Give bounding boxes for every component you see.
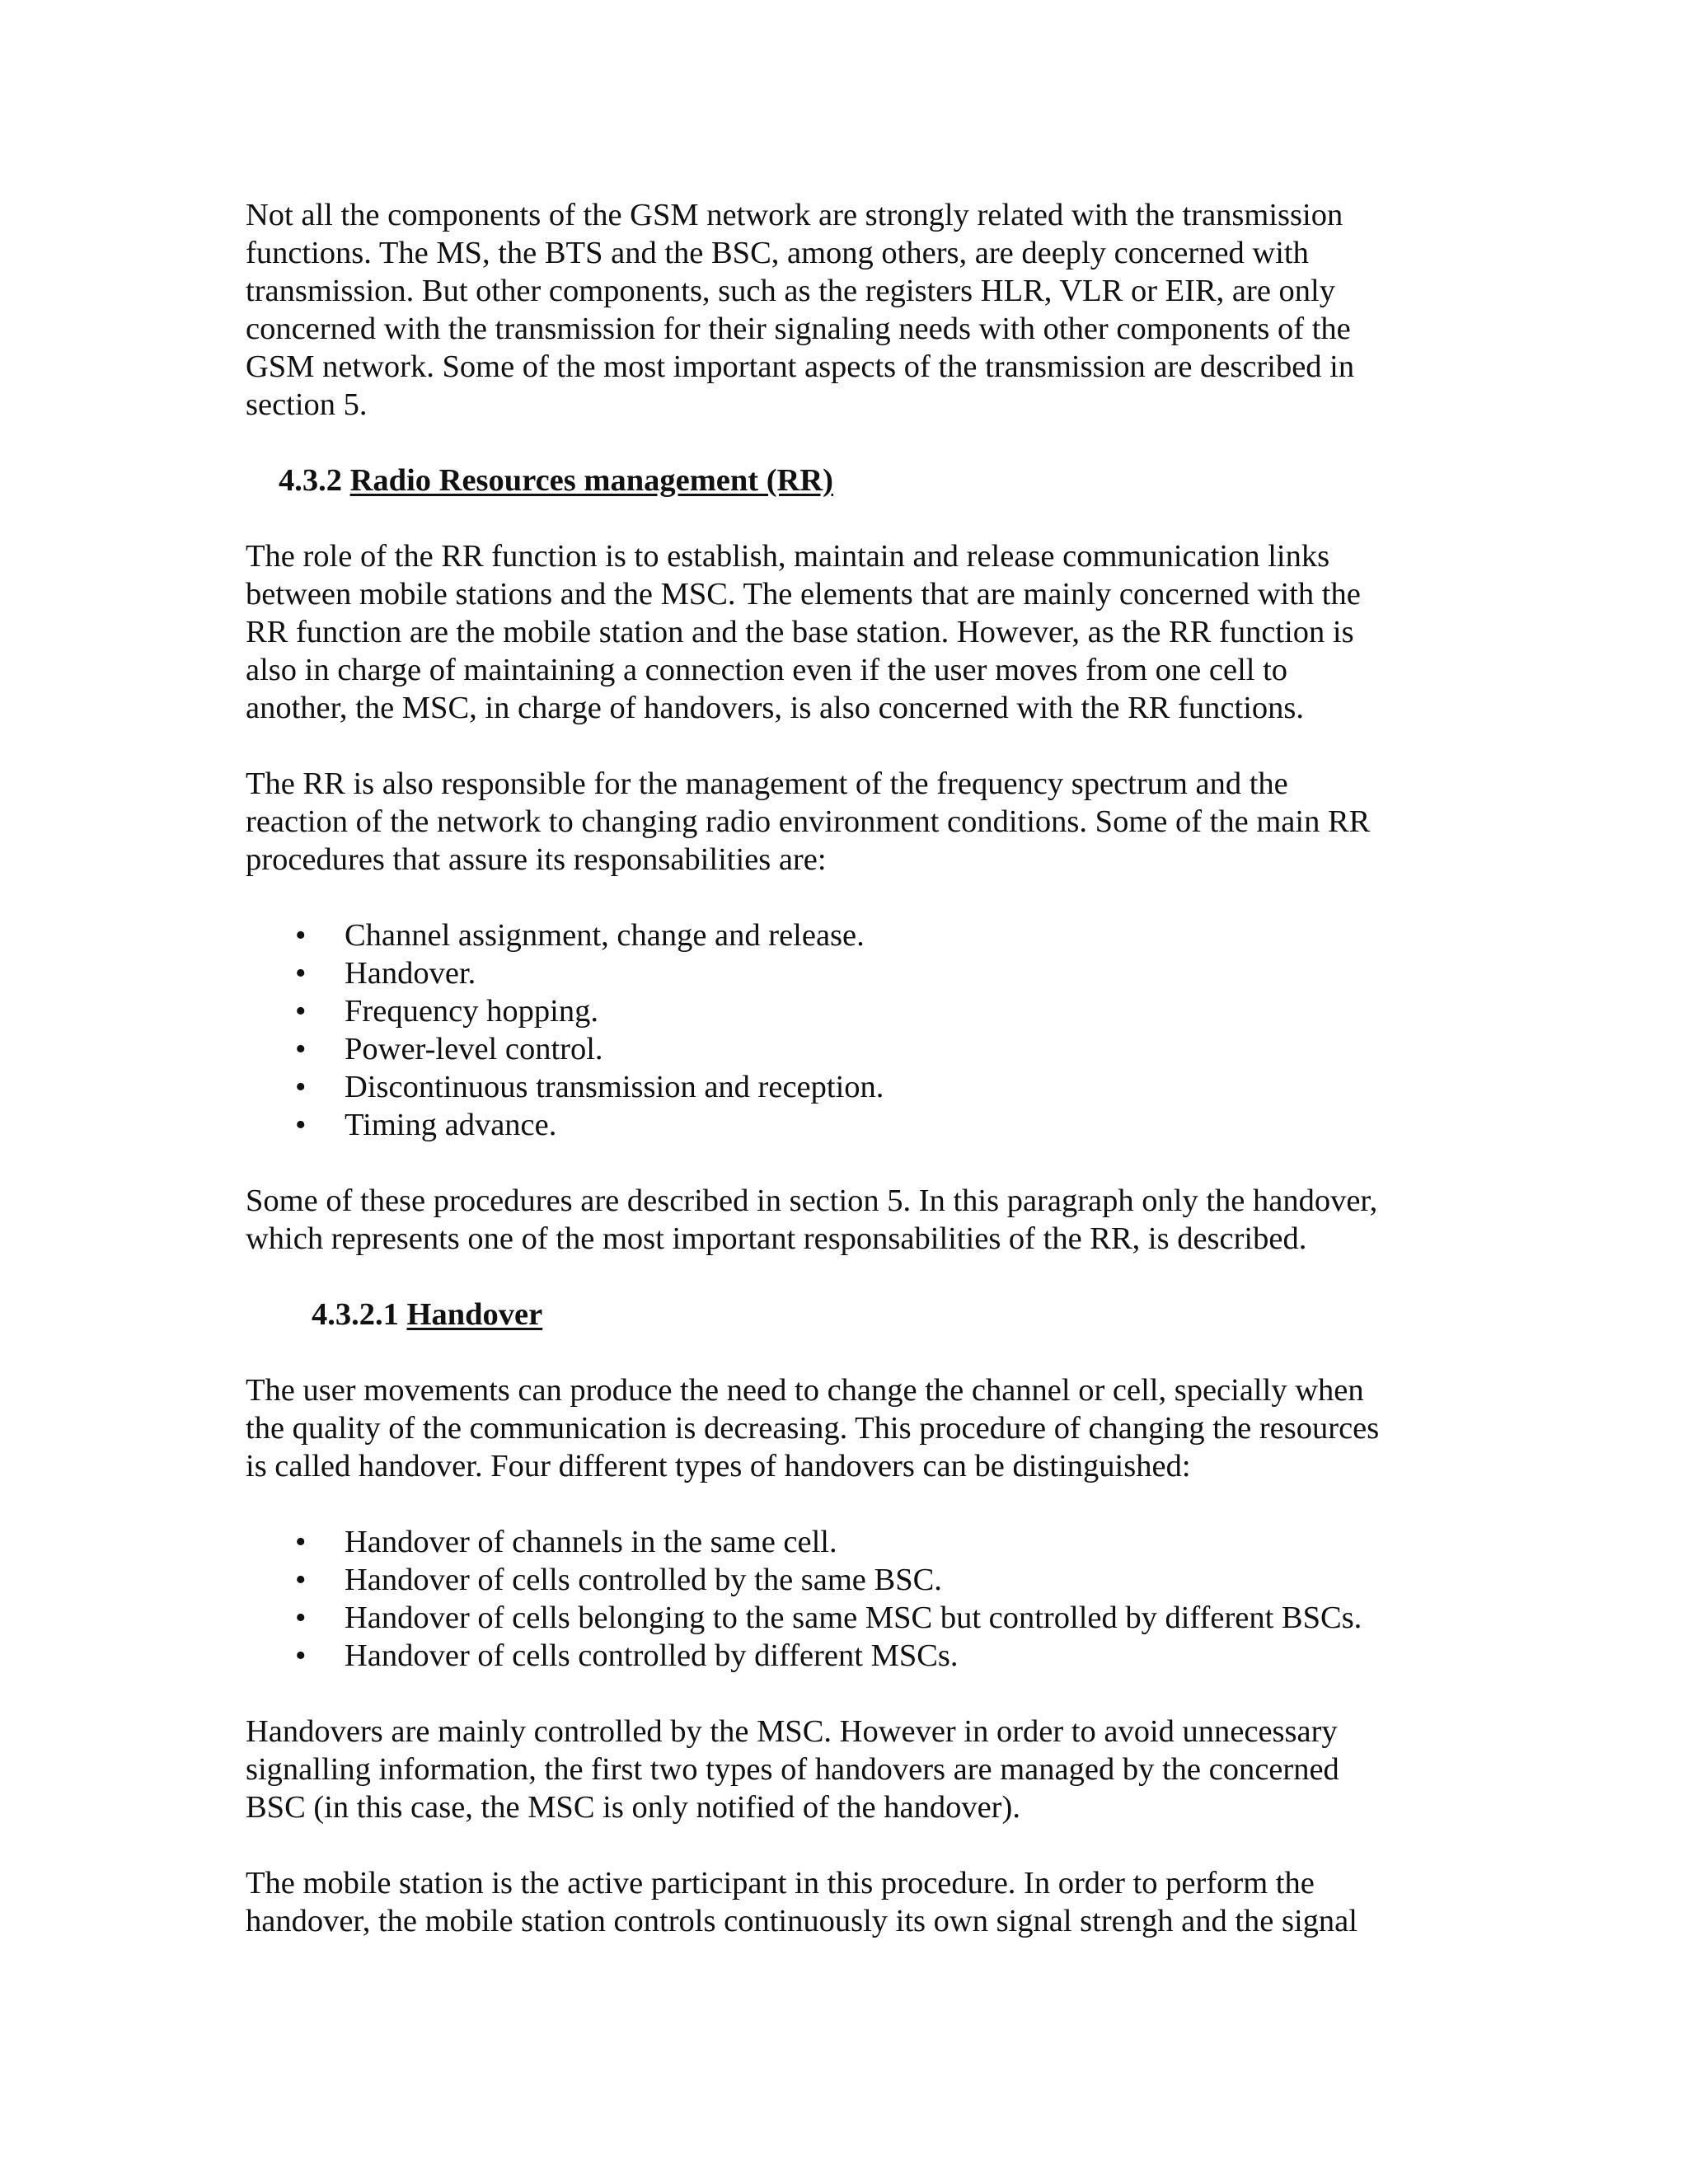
bullet-icon: •: [295, 1601, 307, 1635]
list-item: • Handover of cells controlled by different MSCs.: [295, 1638, 959, 1673]
section-heading-rr: [246, 462, 1449, 499]
handover-paragraph-intro: The user movements can produce the need to change the channel or cell, specially when the quality of the communication is decreasing. This procedure of changing the resources is called handover. Four different types of handovers can be distinguished:: [246, 1373, 1380, 1483]
intro-paragraph: Not all the components of the GSM network are strongly related with the transmission functions. The MS, the BTS and the BSC, among others, are deeply concerned with transmission. But other components, such as the registers HLR, VLR or EIR, are only concerned with the transmission for their signaling needs with other components of the GSM network. Some of the most important aspects of the transmission are described in section 5.: [246, 198, 1355, 422]
list-item: • Discontinuous transmission and reception.: [295, 1070, 884, 1104]
bullet-icon: •: [295, 956, 307, 991]
handover-paragraph-mobile-station: The mobile station is the active participant in this procedure. In order to perform the handover, the mobile station controls continuously its own signal strengh and the signal: [246, 1866, 1357, 1938]
bullet-icon: •: [295, 1070, 307, 1104]
list-item: • Frequency hopping.: [295, 994, 598, 1029]
section-title: Handover: [406, 1297, 543, 1332]
section-heading-handover: [246, 1296, 1449, 1333]
list-item: • Handover of cells controlled by the same BSC.: [295, 1563, 942, 1597]
section-number: 4.3.2.1: [312, 1297, 399, 1332]
list-item: • Timing advance.: [295, 1108, 557, 1142]
section-number: 4.3.2: [279, 463, 342, 498]
bullet-icon: •: [295, 1638, 307, 1673]
list-item: • Handover.: [295, 956, 476, 991]
bullet-icon: •: [295, 1032, 307, 1066]
handover-paragraph-control: Handovers are mainly controlled by the MSC. However in order to avoid unnecessary signalling information, the first two types of handovers are managed by the concerned BSC (in this case, the MSC is only notified of the handover).: [246, 1714, 1339, 1825]
document-page: [246, 196, 1449, 1940]
rr-procedures-list: [246, 916, 1449, 1144]
section-title: Radio Resources management (RR): [349, 463, 833, 498]
rr-paragraph-responsibilities: The RR is also responsible for the management of the frequency spectrum and the reaction of the network to changing radio environment conditions. Some of the main RR procedures that assure its responsabilities are:: [246, 766, 1371, 877]
bullet-icon: •: [295, 994, 307, 1029]
rr-paragraph-summary: Some of these procedures are described in section 5. In this paragraph only the handover, which represents one of the most important responsabilities of the RR, is described.: [246, 1183, 1378, 1256]
list-item: • Handover of cells belonging to the same MSC but controlled by different BSCs.: [295, 1601, 1362, 1635]
bullet-icon: •: [295, 1525, 307, 1559]
bullet-icon: •: [295, 1108, 307, 1142]
rr-paragraph-role: The role of the RR function is to establish, maintain and release communication links between mobile stations and the MSC. The elements that are mainly concerned with the RR function are the mobile station and the base station. However, as the RR function is also in charge of maintaining a connection even if the user moves from one cell to another, the MSC, in charge of handovers, is also concerned with the RR functions.: [246, 539, 1361, 725]
list-item: • Channel assignment, change and release.: [295, 918, 865, 953]
handover-types-list: [246, 1523, 1449, 1675]
list-item: • Handover of channels in the same cell.: [295, 1525, 837, 1559]
bullet-icon: •: [295, 918, 307, 953]
list-item: • Power-level control.: [295, 1032, 603, 1066]
bullet-icon: •: [295, 1563, 307, 1597]
